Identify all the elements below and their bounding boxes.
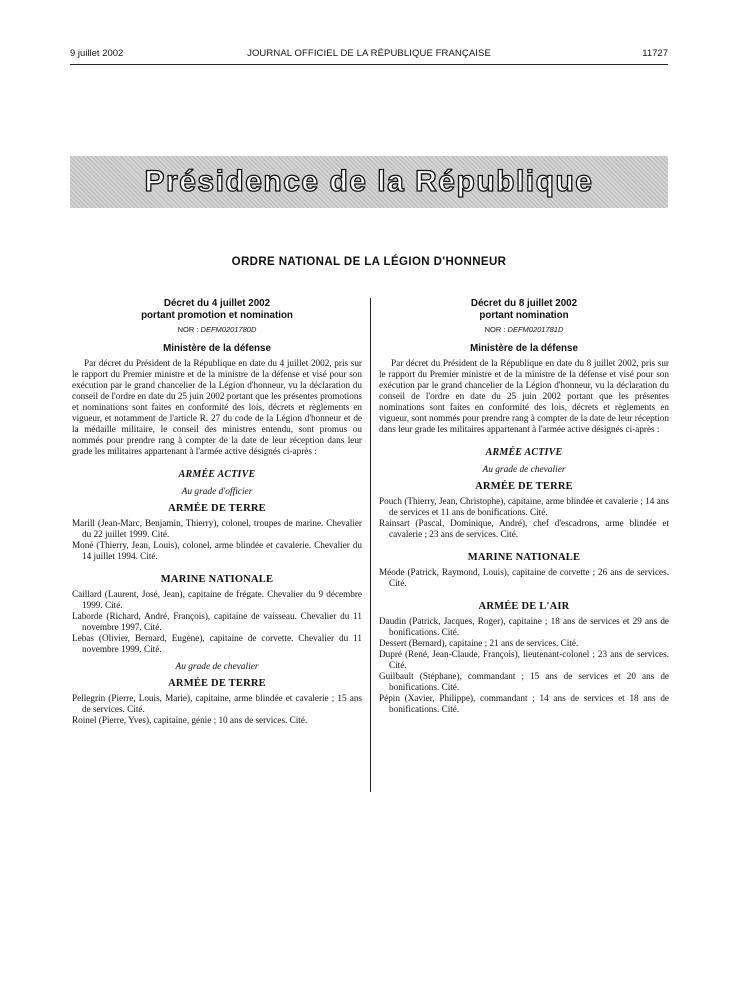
nor-label: NOR : (484, 325, 506, 334)
nor-code: DEFM0201780D (200, 325, 257, 334)
grade-heading: Au grade d'officier (181, 487, 253, 497)
list-item: Marill (Jean-Marc, Benjamin, Thierry), colonel, troupes de marine. Chevalier du 22 juillet 1999. Cité. (72, 518, 362, 539)
list-item: Roinel (Pierre, Yves), capitaine, génie ; 10 ans de services. Cité. (72, 715, 308, 725)
grade-heading: Au grade de chevalier (482, 465, 566, 475)
list-item: Dessert (Bernard), capitaine ; 21 ans de services. Cité. (379, 638, 579, 648)
list-item: Laborde (Richard, André, François), capitaine de vaisseau. Chevalier du 11 novembre 1997. Cité. (72, 611, 362, 632)
nor-reference (72, 324, 362, 335)
decree-subtitle-line: portant promotion et nomination (141, 309, 293, 321)
header-rule (70, 64, 668, 65)
page-number: 11727 (642, 48, 668, 59)
armee-active-heading: ARMÉE ACTIVE (178, 469, 256, 480)
branch-heading-terre: ARMÉE DE TERRE (168, 503, 266, 514)
issue-date: 9 juillet 2002 (70, 48, 124, 59)
decree-title (379, 298, 669, 321)
section-banner (70, 156, 668, 208)
nor-label: NOR : (177, 325, 199, 334)
branch-heading-terre: ARMÉE DE TERRE (475, 481, 573, 492)
list-item: Pouch (Thierry, Jean, Christophe), capitaine, arme blindée et cavalerie ; 14 ans de services et 11 ans de bonifications. Cité. (379, 496, 669, 517)
page-header (70, 48, 668, 62)
branch-heading-air: ARMÉE DE L'AIR (478, 601, 570, 612)
list-item: Méode (Patrick, Raymond, Louis), capitaine de corvette ; 26 ans de services. Cité. (379, 567, 669, 588)
ministry-heading: Ministère de la défense (470, 343, 578, 354)
decree-title-line: Décret du 4 juillet 2002 (163, 298, 271, 309)
journal-title: JOURNAL OFFICIEL DE LA RÉPUBLIQUE FRANÇAISE (247, 48, 491, 59)
decree-intro: Par décret du Président de la République en date du 8 juillet 2002, pris sur le rapport du Premier ministre et de la ministre de la défense et visé pour son exécution par le grand chancelier de la Légion d'honneur, vu la déclaration du conseil de l'ordre en date du 25 juin 2002 portant que les présentes nominations sont faites en conformité des lois, décrets et règlements en vigueur, sont nommés pour prendre rang à compter de la date de leur réception dans leur grade les militaires appartenant à l'armée active désignés ci-après : (379, 358, 669, 434)
list-item: Dupré (René, Jean-Claude, François), lieutenant-colonel ; 23 ans de services. Cité. (379, 649, 669, 670)
decree-subtitle-line: portant nomination (479, 309, 569, 321)
order-title: ORDRE NATIONAL DE LA LÉGION D'HONNEUR (231, 256, 507, 268)
armee-active-heading: ARMÉE ACTIVE (485, 447, 563, 458)
branch-heading-marine: MARINE NATIONALE (467, 552, 581, 563)
column-divider (370, 298, 371, 792)
list-item: Moné (Thierry, Jean, Louis), colonel, arme blindée et cavalerie. Chevalier du 14 juillet 1994. Cité. (72, 540, 362, 561)
right-column (379, 298, 669, 715)
branch-heading-marine: MARINE NATIONALE (160, 574, 274, 585)
list-item: Caillard (Laurent, José, Jean), capitaine de frégate. Chevalier du 9 décembre 1999. Cité. (72, 589, 362, 610)
banner-title: Présidence de la République (144, 165, 594, 198)
list-item: Lebas (Olivier, Bernard, Eugène), capitaine de corvette. Chevalier du 11 novembre 1999. Cité. (72, 633, 362, 654)
grade-heading: Au grade de chevalier (175, 662, 259, 672)
decree-title (72, 298, 362, 321)
list-item: Guilbault (Stéphane), commandant ; 15 ans de services et 20 ans de bonifications. Cité. (379, 671, 669, 692)
list-item: Daudin (Patrick, Jacques, Roger), capitaine ; 18 ans de services et 29 ans de bonifications. Cité. (379, 616, 669, 637)
decree-intro: Par décret du Président de la République en date du 4 juillet 2002, pris sur le rapport du Premier ministre et de la ministre de la défense et visé pour son exécution par le grand chancelier de la Légion d'honneur, vu la déclaration du conseil de l'ordre en date du 25 juin 2002 portant que les présentes promotions et nominations sont faites en conformité des lois, décrets et règlements en vigueur, et notamment de l'article R. 27 du code de la Légion d'honneur et de la médaille militaire, le conseil des ministres entendu, sont promus ou nommés pour prendre rang à compter de la date de leur réception dans leur grade les militaires appartenant à l'armée active désignés ci-après : (72, 358, 362, 456)
ministry-heading: Ministère de la défense (163, 343, 271, 354)
branch-heading-terre: ARMÉE DE TERRE (168, 678, 266, 689)
left-column (72, 298, 362, 726)
list-item: Rainsart (Pascal, Dominique, André), chef d'escadrons, arme blindée et cavalerie ; 23 ans de services. Cité. (379, 518, 669, 539)
list-item: Pépin (Xavier, Philippe), commandant ; 14 ans de services et 18 ans de bonifications. Cité. (379, 693, 669, 714)
decree-title-line: Décret du 8 juillet 2002 (470, 298, 578, 309)
nor-reference (379, 324, 669, 335)
nor-code: DEFM0201781D (507, 325, 564, 334)
list-item: Pellegrin (Pierre, Louis, Marie), capitaine, arme blindée et cavalerie ; 15 ans de services. Cité. (72, 693, 362, 714)
